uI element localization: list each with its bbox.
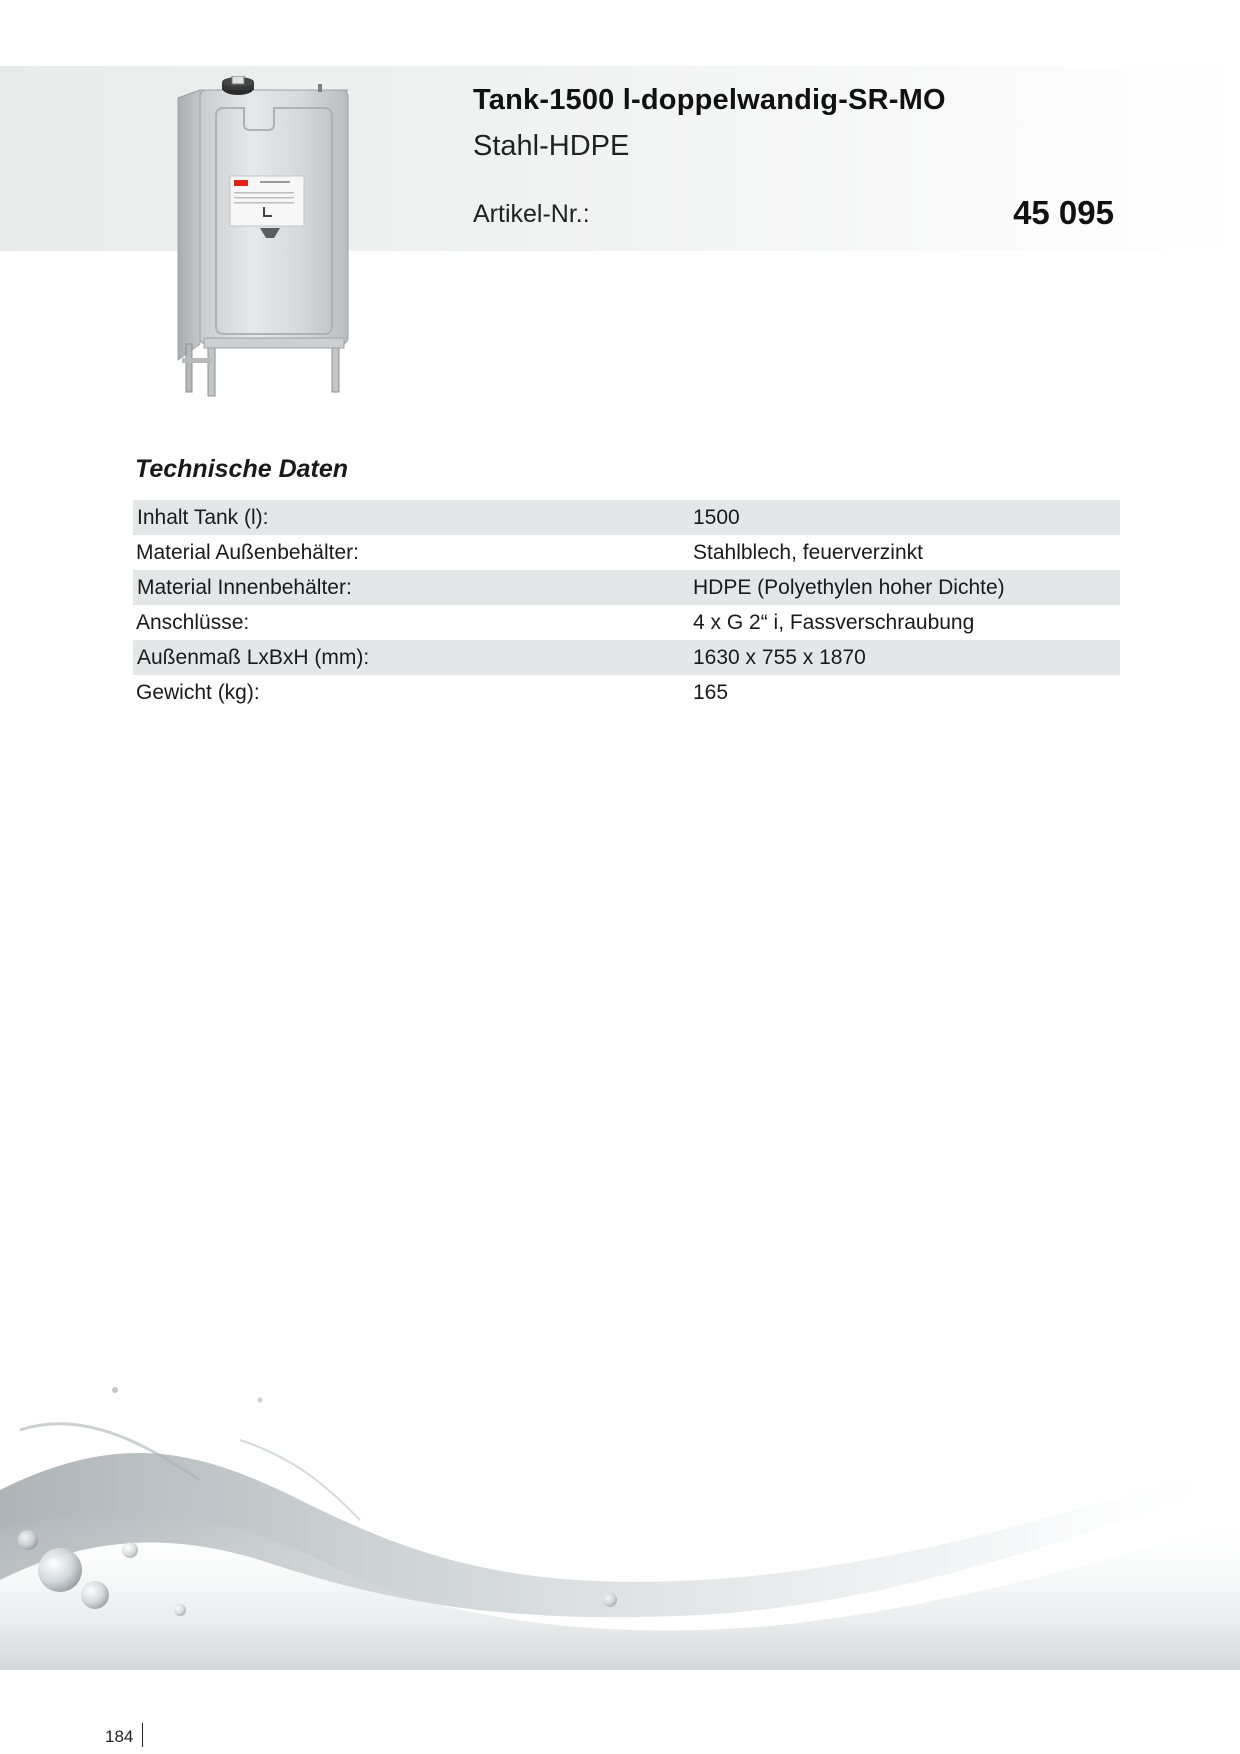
spec-label: Gewicht (kg): [136,680,260,704]
article-number-label: Artikel-Nr.: [473,200,590,228]
table-row [134,605,1120,640]
spec-label: Inhalt Tank (l): [134,500,691,535]
spec-label: Anschlüsse: [136,610,250,634]
spec-label: Material Außenbehälter: [136,540,359,564]
table-row [134,570,1120,605]
product-subtitle: Stahl-HDPE [473,130,630,162]
spec-label: Material Innenbehälter: [134,570,691,605]
tank-product-image [168,76,368,406]
technical-data-table [133,500,1121,710]
spec-label: Außenmaß LxBxH (mm): [134,640,691,675]
article-number-value: 45 095 [1013,194,1114,231]
spec-value: Stahlblech, feuerverzinkt [693,540,923,564]
technical-data-heading: Technische Daten [135,455,349,483]
table-row [134,500,1120,535]
product-title: Tank-1500 l-doppelwandig-SR-MO [473,84,946,116]
spec-value: 165 [693,680,729,704]
page-number: 184 [105,1727,134,1746]
page-number-divider [142,1723,143,1747]
water-splash-decoration [0,1370,1240,1670]
table-row [134,675,1120,710]
spec-value: 1500 [691,500,1120,535]
table-row [134,535,1120,570]
spec-value: HDPE (Polyethylen hoher Dichte) [691,570,1120,605]
spec-value: 4 x G 2“ i, Fassverschraubung [693,610,975,634]
spec-value: 1630 x 755 x 1870 [691,640,1120,675]
table-row [134,640,1120,675]
